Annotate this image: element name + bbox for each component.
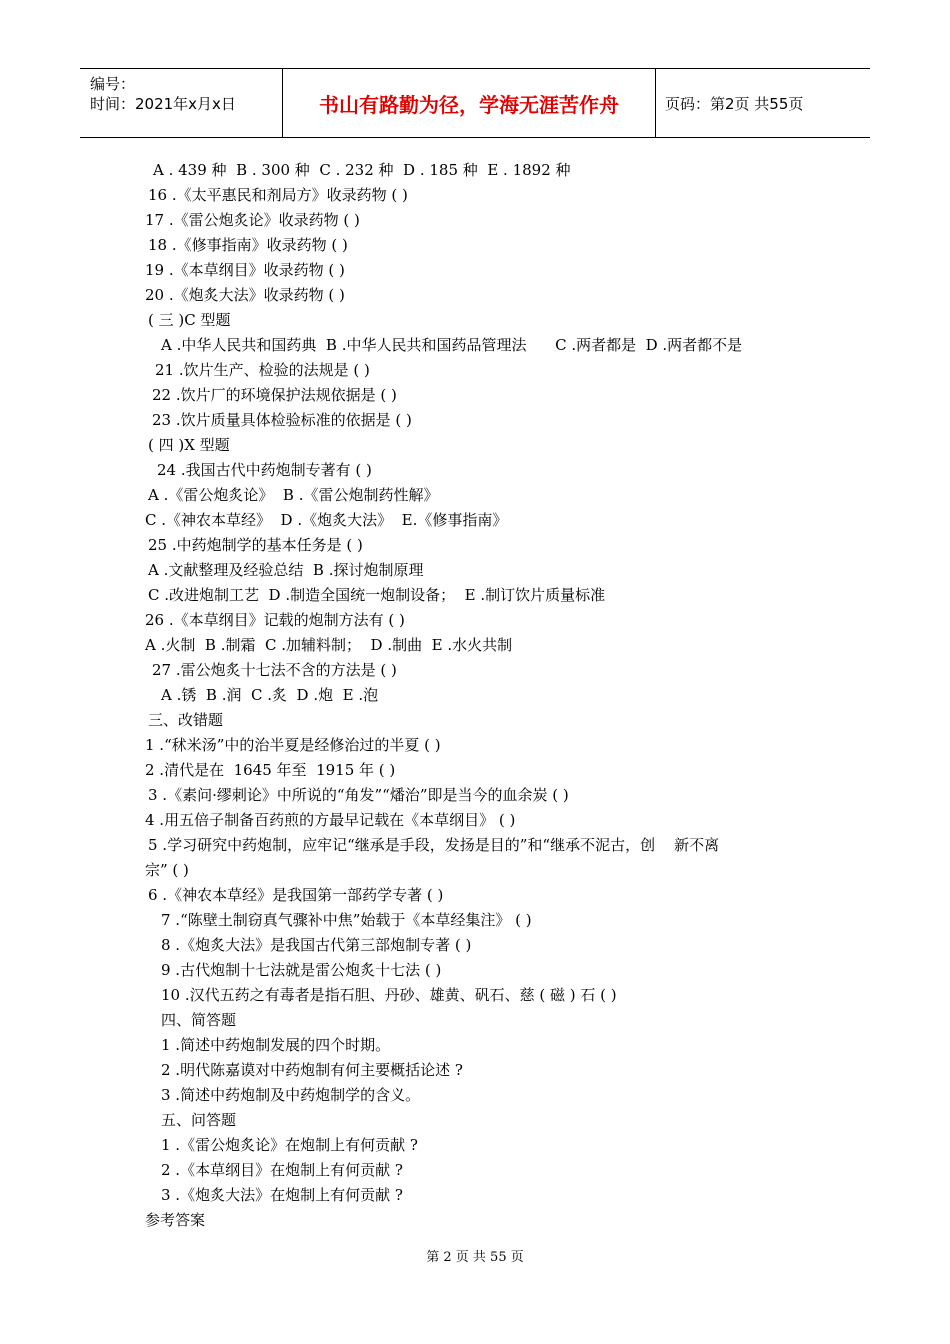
date-label: 时间：2021年x月x日 [90, 95, 236, 113]
text-line: 6 .《神农本草经》是我国第一部药学专著 ( ) [148, 886, 444, 904]
text-line: 1 .简述中药炮制发展的四个时期。 [161, 1036, 391, 1054]
text-line: 25 .中药炮制学的基本任务是 ( ) [148, 536, 363, 554]
code-label: 编号： [90, 75, 136, 93]
text-line: 2 .清代是在 1645 年至 1915 年 ( ) [145, 761, 396, 779]
section-heading: 四、简答题 [161, 1011, 237, 1029]
text-line: 24 .我国古代中药炮制专著有 ( ) [157, 461, 372, 479]
text-line: 3 .简述中药炮制及中药炮制学的含义。 [161, 1086, 421, 1104]
section-heading: ( 四 )X 型题 [148, 436, 230, 454]
text-line: 9 .古代炮制十七法就是雷公炮炙十七法 ( ) [161, 961, 442, 979]
text-line: 1 .《雷公炮炙论》在炮制上有何贡献 ? [161, 1136, 418, 1154]
text-line: 3 .《素问·缪刺论》中所说的“角发”“燔治”即是当今的血余炭 ( ) [148, 786, 569, 804]
text-line: 21 .饮片生产、检验的法规是 ( ) [155, 361, 370, 379]
text-line: 10 .汉代五药之有毒者是指石胆、丹砂、雄黄、矾石、慈 ( 磁 ) 石 ( ) [161, 986, 617, 1004]
text-line: 20 .《炮炙大法》收录药物 ( ) [145, 286, 345, 304]
text-line: C .《神农本草经》 D .《炮炙大法》 E.《修事指南》 [145, 511, 508, 529]
section-heading: 五、问答题 [161, 1111, 237, 1129]
text-line: A .中华人民共和国药典 B .中华人民共和国药品管理法 C .两者都是 D .两者都不是 [161, 336, 743, 354]
page-footer: 第 2 页 共 55 页 [426, 1250, 524, 1265]
text-line: 17 .《雷公炮炙论》收录药物 ( ) [145, 211, 360, 229]
header-motto: 书山有路勤为径，学海无涯苦作舟 [282, 69, 656, 137]
text-line: 5 .学习研究中药炮制，应牢记“继承是手段，发扬是目的”和“继承不泥古，创 新不离 [148, 836, 720, 854]
text-line: 2 .《本草纲目》在炮制上有何贡献 ? [161, 1161, 403, 1179]
text-line: A .锈 B .润 C .炙 D .炮 E .泡 [161, 686, 379, 704]
text-line: 7 .“陈壁土制窃真气骤补中焦”始载于《本草经集注》 ( ) [161, 911, 532, 929]
text-line: A .火制 B .制霜 C .加辅料制； D .制曲 E .水火共制 [145, 636, 513, 654]
text-line: 宗” ( ) [145, 861, 189, 879]
header-meta [80, 69, 282, 137]
header-page-number: 页码：第2页 共55页 [665, 94, 804, 113]
text-line: 8 .《炮炙大法》是我国古代第三部炮制专著 ( ) [161, 936, 472, 954]
text-line: A .《雷公炮炙论》 B .《雷公炮制药性解》 [148, 486, 439, 504]
text-line: 2 .明代陈嘉谟对中药炮制有何主要概括论述 ? [161, 1061, 463, 1079]
text-line: 22 .饮片厂的环境保护法规依据是 ( ) [152, 386, 397, 404]
text-line: 18 .《修事指南》收录药物 ( ) [148, 236, 348, 254]
text-line: A .文献整理及经验总结 B .探讨炮制原理 [148, 561, 424, 579]
text-line: 19 .《本草纲目》收录药物 ( ) [145, 261, 345, 279]
text-line: 4 .用五倍子制备百药煎的方最早记载在《本草纲目》 ( ) [145, 811, 516, 829]
section-heading: 参考答案 [145, 1211, 206, 1229]
text-line: 26 .《本草纲目》记载的炮制方法有 ( ) [145, 611, 405, 629]
text-line: 1 .“秫米汤”中的治半夏是经修治过的半夏 ( ) [145, 736, 441, 754]
text-line: C .改进炮制工艺 D .制造全国统一炮制设备； E .制订饮片质量标准 [148, 586, 606, 604]
section-heading: ( 三 )C 型题 [148, 311, 231, 329]
text-line: A . 439 种 B . 300 种 C . 232 种 D . 185 种 E . 1892 种 [153, 161, 571, 179]
page-header [80, 68, 870, 138]
text-line: 27 .雷公炮炙十七法不含的方法是 ( ) [152, 661, 397, 679]
section-heading: 三、改错题 [148, 711, 224, 729]
text-line: 23 .饮片质量具体检验标准的依据是 ( ) [152, 411, 412, 429]
text-line: 16 .《太平惠民和剂局方》收录药物 ( ) [148, 186, 408, 204]
text-line: 3 .《炮炙大法》在炮制上有何贡献 ? [161, 1186, 403, 1204]
